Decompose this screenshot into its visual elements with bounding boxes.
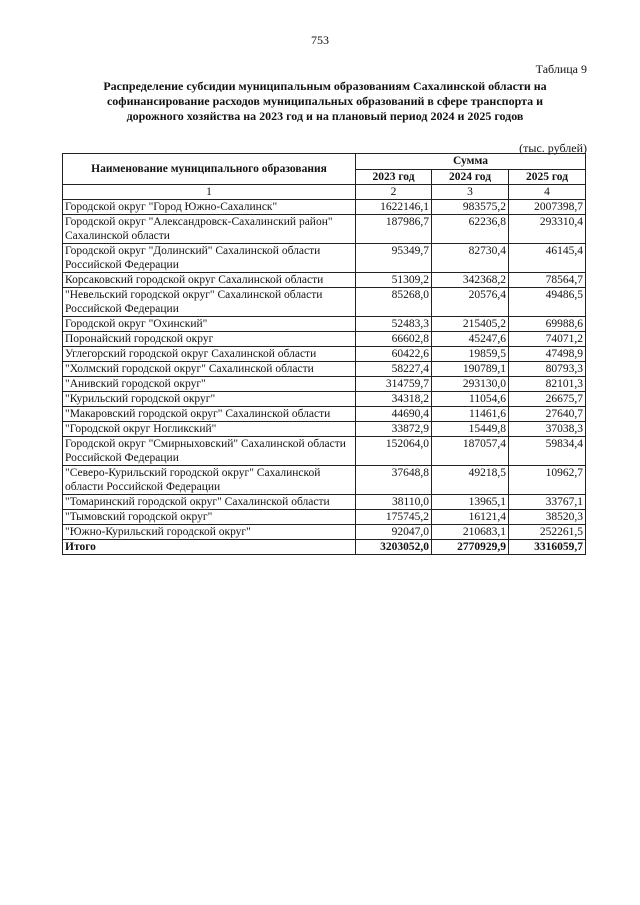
- value-2024: 13965,1: [432, 495, 509, 510]
- value-2023: 85268,0: [356, 288, 432, 317]
- municipality-name: "Курильский городской округ": [63, 392, 356, 407]
- value-2024: 11054,6: [432, 392, 509, 407]
- table-row: [63, 362, 586, 377]
- page-number: 753: [311, 33, 329, 47]
- header-year-2025: 2025 год: [509, 170, 586, 185]
- value-2025: 26675,7: [509, 392, 586, 407]
- value-2025: 46145,4: [509, 244, 586, 273]
- value-2024: 215405,2: [432, 317, 509, 332]
- table-row: [63, 510, 586, 525]
- header-year-2023: 2023 год: [356, 170, 432, 185]
- municipality-name: "Невельский городской округ" Сахалинской области Российской Федерации: [63, 288, 356, 317]
- value-2024: 342368,2: [432, 273, 509, 288]
- table-row: [63, 288, 586, 317]
- table-row: [63, 200, 586, 215]
- table-row: [63, 525, 586, 540]
- header-year-2024: 2024 год: [432, 170, 509, 185]
- table-row: [63, 317, 586, 332]
- total-label: Итого: [63, 540, 356, 555]
- value-2025: 82101,3: [509, 377, 586, 392]
- table-body: [63, 200, 586, 540]
- table-row: [63, 407, 586, 422]
- header-name-column: Наименование муниципального образования: [63, 154, 356, 185]
- value-2024: 11461,6: [432, 407, 509, 422]
- value-2025: 293310,4: [509, 215, 586, 244]
- value-2024: 49218,5: [432, 466, 509, 495]
- value-2024: 983575,2: [432, 200, 509, 215]
- value-2025: 2007398,7: [509, 200, 586, 215]
- total-2025: 3316059,7: [509, 540, 586, 555]
- value-2024: 187057,4: [432, 437, 509, 466]
- municipality-name: "Холмский городской округ" Сахалинской области: [63, 362, 356, 377]
- table-row: [63, 244, 586, 273]
- value-2025: 10962,7: [509, 466, 586, 495]
- value-2023: 58227,4: [356, 362, 432, 377]
- value-2023: 34318,2: [356, 392, 432, 407]
- value-2025: 27640,7: [509, 407, 586, 422]
- value-2024: 293130,0: [432, 377, 509, 392]
- municipality-name: Городской округ "Смирныховский" Сахалинской области Российской Федерации: [63, 437, 356, 466]
- column-number: 4: [509, 185, 586, 200]
- column-number: 1: [63, 185, 356, 200]
- value-2024: 15449,8: [432, 422, 509, 437]
- municipality-name: "Северо-Курильский городской округ" Сахалинской области Российской Федерации: [63, 466, 356, 495]
- value-2024: 82730,4: [432, 244, 509, 273]
- value-2023: 44690,4: [356, 407, 432, 422]
- value-2025: 69988,6: [509, 317, 586, 332]
- table-row: [63, 347, 586, 362]
- header-sum-column: Сумма: [356, 154, 586, 170]
- value-2025: 59834,4: [509, 437, 586, 466]
- total-row: [63, 540, 586, 555]
- value-2025: 47498,9: [509, 347, 586, 362]
- value-2023: 92047,0: [356, 525, 432, 540]
- municipality-name: Городской округ "Александровск-Сахалинский район" Сахалинской области: [63, 215, 356, 244]
- column-number: 3: [432, 185, 509, 200]
- value-2023: 51309,2: [356, 273, 432, 288]
- value-2025: 74071,2: [509, 332, 586, 347]
- value-2023: 52483,3: [356, 317, 432, 332]
- table-row: [63, 422, 586, 437]
- value-2024: 20576,4: [432, 288, 509, 317]
- municipality-name: Городской округ "Долинский" Сахалинской области Российской Федерации: [63, 244, 356, 273]
- municipality-name: Корсаковский городской округ Сахалинской области: [63, 273, 356, 288]
- table-row: [63, 466, 586, 495]
- municipality-name: Поронайский городской округ: [63, 332, 356, 347]
- table-label: Таблица 9: [535, 62, 587, 76]
- value-2023: 187986,7: [356, 215, 432, 244]
- value-2023: 314759,7: [356, 377, 432, 392]
- value-2023: 37648,8: [356, 466, 432, 495]
- value-2025: 80793,3: [509, 362, 586, 377]
- municipality-name: "Макаровский городской округ" Сахалинской области: [63, 407, 356, 422]
- total-2023: 3203052,0: [356, 540, 432, 555]
- value-2025: 37038,3: [509, 422, 586, 437]
- value-2025: 33767,1: [509, 495, 586, 510]
- municipality-name: "Городской округ Ногликский": [63, 422, 356, 437]
- value-2023: 60422,6: [356, 347, 432, 362]
- municipality-name: Городской округ "Город Южно-Сахалинск": [63, 200, 356, 215]
- value-2023: 66602,8: [356, 332, 432, 347]
- value-2023: 1622146,1: [356, 200, 432, 215]
- value-2023: 95349,7: [356, 244, 432, 273]
- table-row: [63, 392, 586, 407]
- value-2024: 45247,6: [432, 332, 509, 347]
- value-2024: 190789,1: [432, 362, 509, 377]
- total-2024: 2770929,9: [432, 540, 509, 555]
- value-2025: 49486,5: [509, 288, 586, 317]
- table-row: [63, 377, 586, 392]
- column-number: 2: [356, 185, 432, 200]
- municipality-name: "Южно-Курильский городской округ": [63, 525, 356, 540]
- value-2024: 62236,8: [432, 215, 509, 244]
- value-2023: 38110,0: [356, 495, 432, 510]
- subsidy-table: [62, 153, 586, 555]
- municipality-name: Углегорский городской округ Сахалинской области: [63, 347, 356, 362]
- municipality-name: Городской округ "Охинский": [63, 317, 356, 332]
- municipality-name: "Тымовский городской округ": [63, 510, 356, 525]
- value-2024: 210683,1: [432, 525, 509, 540]
- value-2024: 19859,5: [432, 347, 509, 362]
- value-2024: 16121,4: [432, 510, 509, 525]
- table-row: [63, 215, 586, 244]
- value-2023: 33872,9: [356, 422, 432, 437]
- value-2025: 78564,7: [509, 273, 586, 288]
- value-2023: 175745,2: [356, 510, 432, 525]
- table-row: [63, 495, 586, 510]
- table-row: [63, 332, 586, 347]
- value-2025: 252261,5: [509, 525, 586, 540]
- municipality-name: "Анивский городской округ": [63, 377, 356, 392]
- table-row: [63, 437, 586, 466]
- municipality-name: "Томаринский городской округ" Сахалинской области: [63, 495, 356, 510]
- value-2023: 152064,0: [356, 437, 432, 466]
- table-row: [63, 273, 586, 288]
- units-label: (тыс. рублей): [519, 141, 587, 155]
- value-2025: 38520,3: [509, 510, 586, 525]
- document-title: Распределение субсидии муниципальным образованиям Сахалинской области на софинансирование расходов муниципальных образований в сфере транспорта и дорожного хозяйства на 2023 год и на плановый период 2024 и 2025 годов: [103, 79, 547, 123]
